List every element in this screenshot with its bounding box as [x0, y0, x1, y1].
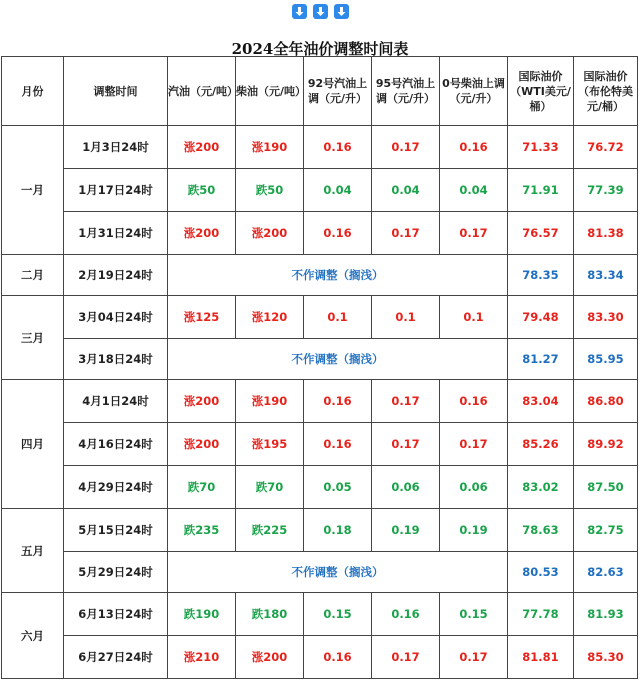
header-cell: 0号柴油上调（元/升） [440, 57, 508, 126]
header-cell: 柴油（元/吨） [236, 57, 304, 126]
price-95-cell: 0.1 [372, 296, 440, 339]
down-arrow-icon [292, 4, 307, 19]
diesel-cell: 跌70 [236, 466, 304, 509]
price-0-cell: 0.04 [440, 169, 508, 212]
brent-cell: 87.50 [574, 466, 638, 509]
gasoline-cell: 涨200 [168, 126, 236, 169]
price-92-cell: 0.1 [304, 296, 372, 339]
price-0-cell: 0.16 [440, 126, 508, 169]
diesel-cell: 跌50 [236, 169, 304, 212]
brent-cell: 83.30 [574, 296, 638, 339]
gasoline-cell: 跌235 [168, 509, 236, 552]
wti-cell: 79.48 [508, 296, 574, 339]
price-95-cell: 0.06 [372, 466, 440, 509]
time-cell: 4月1日24时 [64, 380, 168, 423]
wti-cell: 83.02 [508, 466, 574, 509]
no-change-cell: 不作调整（搁浅） [168, 339, 508, 380]
time-cell: 1月31日24时 [64, 212, 168, 255]
table-row [2, 552, 638, 593]
gasoline-cell: 涨200 [168, 423, 236, 466]
header-cell: 92号汽油上调（元/升） [304, 57, 372, 126]
price-92-cell: 0.16 [304, 380, 372, 423]
table-row [2, 636, 638, 679]
page-title: 2024全年油价调整时间表 [231, 40, 409, 58]
wti-cell: 81.27 [508, 339, 574, 380]
time-cell: 3月18日24时 [64, 339, 168, 380]
time-cell: 5月15日24时 [64, 509, 168, 552]
price-95-cell: 0.04 [372, 169, 440, 212]
month-cell: 四月 [2, 380, 64, 509]
time-cell: 4月16日24时 [64, 423, 168, 466]
header-cell: 95号汽油上调（元/升） [372, 57, 440, 126]
brent-cell: 77.39 [574, 169, 638, 212]
down-arrow-icon [334, 4, 349, 19]
gasoline-cell: 跌190 [168, 593, 236, 636]
price-0-cell: 0.16 [440, 380, 508, 423]
price-0-cell: 0.17 [440, 423, 508, 466]
no-change-cell: 不作调整（搁浅） [168, 552, 508, 593]
header-cell: 调整时间 [64, 57, 168, 126]
table-row [2, 212, 638, 255]
wti-cell: 83.04 [508, 380, 574, 423]
brent-cell: 82.75 [574, 509, 638, 552]
diesel-cell: 涨200 [236, 212, 304, 255]
wti-cell: 76.57 [508, 212, 574, 255]
price-95-cell: 0.17 [372, 212, 440, 255]
table-row [2, 509, 638, 552]
brent-cell: 81.93 [574, 593, 638, 636]
diesel-cell: 跌180 [236, 593, 304, 636]
price-92-cell: 0.16 [304, 636, 372, 679]
header-cell: 汽油（元/吨） [168, 57, 236, 126]
gasoline-cell: 跌50 [168, 169, 236, 212]
price-92-cell: 0.18 [304, 509, 372, 552]
brent-cell: 86.80 [574, 380, 638, 423]
price-95-cell: 0.16 [372, 593, 440, 636]
price-92-cell: 0.16 [304, 423, 372, 466]
gasoline-cell: 涨200 [168, 380, 236, 423]
wti-cell: 77.78 [508, 593, 574, 636]
brent-cell: 85.30 [574, 636, 638, 679]
brent-cell: 81.38 [574, 212, 638, 255]
diesel-cell: 涨190 [236, 380, 304, 423]
time-cell: 6月13日24时 [64, 593, 168, 636]
price-92-cell: 0.16 [304, 212, 372, 255]
header-cell: 国际油价（WTI美元/桶） [508, 57, 574, 126]
diesel-cell: 涨190 [236, 126, 304, 169]
price-0-cell: 0.17 [440, 212, 508, 255]
brent-cell: 82.63 [574, 552, 638, 593]
time-cell: 5月29日24时 [64, 552, 168, 593]
time-cell: 1月3日24时 [64, 126, 168, 169]
table-row [2, 593, 638, 636]
month-cell: 三月 [2, 296, 64, 380]
month-cell: 一月 [2, 126, 64, 255]
table-row [2, 296, 638, 339]
table-row [2, 466, 638, 509]
price-95-cell: 0.19 [372, 509, 440, 552]
wti-cell: 71.91 [508, 169, 574, 212]
down-arrow-icon [313, 4, 328, 19]
time-cell: 3月04日24时 [64, 296, 168, 339]
price-92-cell: 0.16 [304, 126, 372, 169]
gasoline-cell: 涨210 [168, 636, 236, 679]
price-92-cell: 0.04 [304, 169, 372, 212]
brent-cell: 76.72 [574, 126, 638, 169]
price-0-cell: 0.1 [440, 296, 508, 339]
table-row [2, 169, 638, 212]
header-cell: 月份 [2, 57, 64, 126]
gasoline-cell: 涨125 [168, 296, 236, 339]
month-cell: 六月 [2, 593, 64, 679]
brent-cell: 83.34 [574, 255, 638, 296]
price-0-cell: 0.19 [440, 509, 508, 552]
arrow-bar [0, 4, 640, 22]
header-row [2, 57, 638, 126]
table-row [2, 423, 638, 466]
table-row [2, 255, 638, 296]
brent-cell: 89.92 [574, 423, 638, 466]
price-0-cell: 0.17 [440, 636, 508, 679]
no-change-cell: 不作调整（搁浅） [168, 255, 508, 296]
price-0-cell: 0.15 [440, 593, 508, 636]
diesel-cell: 涨195 [236, 423, 304, 466]
price-95-cell: 0.17 [372, 380, 440, 423]
gasoline-cell: 涨200 [168, 212, 236, 255]
price-95-cell: 0.17 [372, 126, 440, 169]
month-cell: 五月 [2, 509, 64, 593]
table-row [2, 126, 638, 169]
price-0-cell: 0.06 [440, 466, 508, 509]
diesel-cell: 涨200 [236, 636, 304, 679]
price-92-cell: 0.05 [304, 466, 372, 509]
gasoline-cell: 跌70 [168, 466, 236, 509]
wti-cell: 81.81 [508, 636, 574, 679]
header-cell: 国际油价（布伦特美元/桶） [574, 57, 638, 126]
wti-cell: 80.53 [508, 552, 574, 593]
wti-cell: 78.63 [508, 509, 574, 552]
time-cell: 4月29日24时 [64, 466, 168, 509]
month-cell: 二月 [2, 255, 64, 296]
time-cell: 6月27日24时 [64, 636, 168, 679]
table-row [2, 339, 638, 380]
diesel-cell: 跌225 [236, 509, 304, 552]
wti-cell: 78.35 [508, 255, 574, 296]
diesel-cell: 涨120 [236, 296, 304, 339]
price-95-cell: 0.17 [372, 636, 440, 679]
time-cell: 1月17日24时 [64, 169, 168, 212]
price-table [1, 56, 638, 679]
price-92-cell: 0.15 [304, 593, 372, 636]
time-cell: 2月19日24时 [64, 255, 168, 296]
wti-cell: 85.26 [508, 423, 574, 466]
table-row [2, 380, 638, 423]
wti-cell: 71.33 [508, 126, 574, 169]
brent-cell: 85.95 [574, 339, 638, 380]
price-95-cell: 0.17 [372, 423, 440, 466]
